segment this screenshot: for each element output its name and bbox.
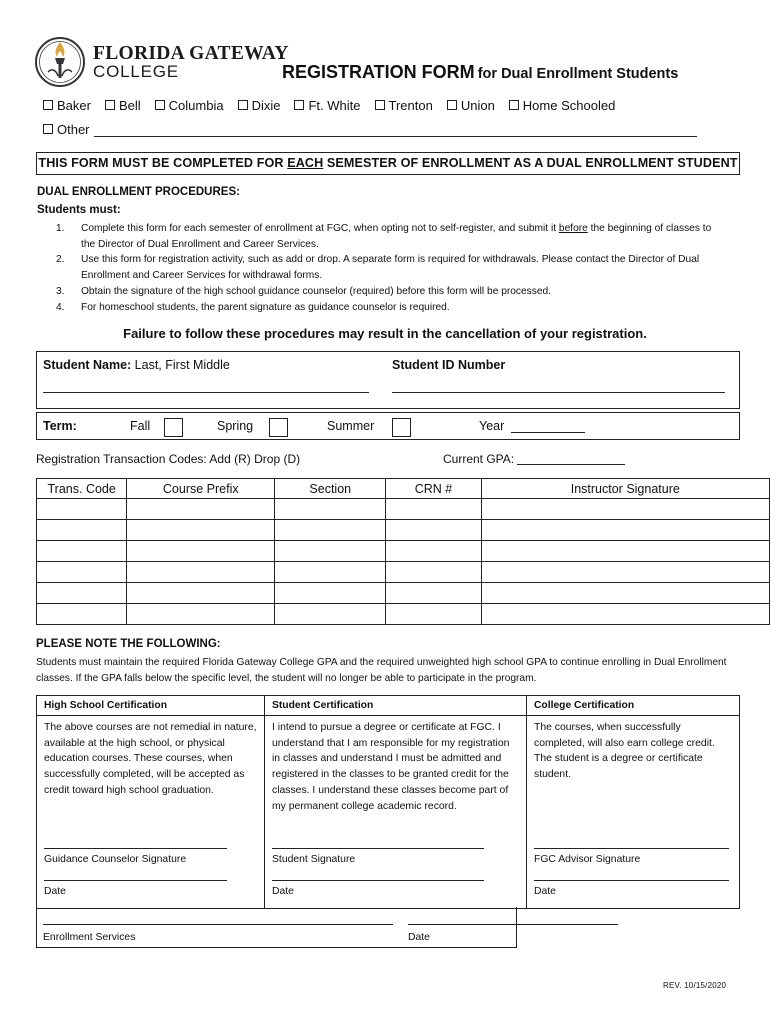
table-cell[interactable] xyxy=(481,562,769,583)
table-cell[interactable] xyxy=(275,604,386,625)
table-cell[interactable] xyxy=(127,541,275,562)
campus-label: Columbia xyxy=(168,98,224,113)
cert-title: High School Certification xyxy=(44,700,167,711)
high-school-certification xyxy=(37,696,265,908)
date-label: Date xyxy=(534,886,556,897)
checkbox-icon[interactable] xyxy=(105,100,115,110)
date-label: Date xyxy=(272,886,294,897)
checkbox-icon[interactable] xyxy=(43,100,53,110)
college-certification xyxy=(527,696,739,908)
campus-option[interactable] xyxy=(294,98,360,113)
list-text: For homeschool students, the parent signature as guidance counselor is required. xyxy=(81,301,450,313)
guidance-signature-field[interactable] xyxy=(44,848,227,849)
campus-label: Dixie xyxy=(251,98,281,113)
certifications-box xyxy=(36,695,740,909)
table-cell[interactable] xyxy=(37,520,127,541)
column-header: Course Prefix xyxy=(127,479,275,499)
term-summer-label: Summer xyxy=(327,419,375,433)
list-number: 1. xyxy=(56,223,65,234)
enrollment-signature-field[interactable] xyxy=(43,924,393,925)
checkbox-icon[interactable] xyxy=(447,100,457,110)
table-cell[interactable] xyxy=(275,562,386,583)
note-heading: PLEASE NOTE THE FOLLOWING: xyxy=(36,638,221,650)
summer-checkbox[interactable] xyxy=(392,418,411,437)
term-fall-label: Fall xyxy=(130,419,151,433)
date-label: Date xyxy=(44,886,66,897)
campus-other xyxy=(43,122,697,137)
cert-title: Student Certification xyxy=(272,700,374,711)
student-id-title: Student ID Number xyxy=(392,358,506,372)
list-text: Complete this form for each semester of enrollment at FGC, when opting not to self-register, and submit it xyxy=(81,223,559,234)
table-cell[interactable] xyxy=(37,499,127,520)
checkbox-icon[interactable] xyxy=(294,100,304,110)
table-cell[interactable] xyxy=(275,499,386,520)
table-row xyxy=(37,520,770,541)
note-text: Students must maintain the required Florida Gateway College GPA and the required unweighted high school GPA to continue enrolling in Dual Enrollment classes. If the GPA falls below the specific level, the student will no longer be able to participate in the program. xyxy=(36,657,727,684)
campus-option[interactable] xyxy=(155,98,224,113)
table-cell[interactable] xyxy=(481,541,769,562)
list-item xyxy=(56,252,726,283)
table-cell[interactable] xyxy=(386,583,481,604)
enrollment-label: Enrollment Services xyxy=(43,932,136,943)
current-gpa xyxy=(443,452,625,466)
table-cell[interactable] xyxy=(481,520,769,541)
form-title-main: REGISTRATION FORM xyxy=(282,62,475,82)
student-name-field[interactable] xyxy=(43,392,369,393)
spring-checkbox[interactable] xyxy=(269,418,288,437)
column-header: Instructor Signature xyxy=(481,479,769,499)
revision-date: REV. 10/15/2020 xyxy=(663,981,727,990)
list-item xyxy=(56,221,726,252)
student-name-title: Student Name: xyxy=(43,358,132,372)
checkbox-icon[interactable] xyxy=(238,100,248,110)
column-header: CRN # xyxy=(386,479,481,499)
list-text: Use this form for registration activity, such as add or drop. A separate form is required for withdrawals. Please contact the Director of Dual Enrollment and Career Services for withdrawal forms. xyxy=(81,254,700,282)
table-cell[interactable] xyxy=(127,499,275,520)
banner-text: THIS FORM MUST BE COMPLETED FOR xyxy=(38,156,288,170)
table-cell[interactable] xyxy=(386,499,481,520)
sig-label: Guidance Counselor Signature xyxy=(44,854,187,865)
campus-label: Baker xyxy=(57,98,91,113)
table-cell[interactable] xyxy=(37,604,127,625)
semester-banner xyxy=(36,152,740,175)
table-cell[interactable] xyxy=(481,499,769,520)
campus-label: Bell xyxy=(118,98,141,113)
campus-option[interactable] xyxy=(238,98,281,113)
checkbox-icon[interactable] xyxy=(375,100,385,110)
list-item xyxy=(56,284,726,300)
table-cell[interactable] xyxy=(127,562,275,583)
form-title xyxy=(282,62,678,83)
term-spring-label: Spring xyxy=(217,419,254,433)
procedures-subheading: Students must: xyxy=(37,204,121,216)
course-table xyxy=(36,478,770,625)
cert-body: The above courses are not remedial in nature, available at the high school, or physical education courses. These courses, when successfully completed, will be accepted as credit toward high school graduation. xyxy=(44,722,257,796)
checkbox-icon[interactable] xyxy=(509,100,519,110)
sig-label: FGC Advisor Signature xyxy=(534,854,641,865)
table-row xyxy=(37,562,770,583)
campus-label: Trenton xyxy=(388,98,433,113)
list-number: 2. xyxy=(56,254,65,266)
student-certification xyxy=(265,696,527,908)
column-header: Section xyxy=(275,479,386,499)
campus-options xyxy=(43,98,629,113)
student-date-field[interactable] xyxy=(272,880,484,881)
table-cell[interactable] xyxy=(386,541,481,562)
other-label: Other xyxy=(57,122,90,137)
table-cell[interactable] xyxy=(127,604,275,625)
course-table-body xyxy=(37,499,770,625)
campus-option[interactable] xyxy=(375,98,433,113)
campus-label: Home Schooled xyxy=(522,98,616,113)
cert-body: The courses, when successfully completed, will also earn college credit. The student is a degree or certificate student. xyxy=(534,722,715,781)
sig-label: Student Signature xyxy=(272,854,356,865)
table-row xyxy=(37,604,770,625)
student-id-field[interactable] xyxy=(392,392,725,393)
checkbox-icon[interactable] xyxy=(155,100,165,110)
campus-option[interactable] xyxy=(43,98,91,113)
term-box xyxy=(36,412,740,440)
checkbox-icon[interactable] xyxy=(43,124,53,134)
advisor-date-field[interactable] xyxy=(534,880,729,881)
cancellation-warning: Failure to follow these procedures may result in the cancellation of your registration. xyxy=(123,326,647,341)
term-label xyxy=(43,419,77,433)
procedures-heading: DUAL ENROLLMENT PROCEDURES: xyxy=(37,186,240,198)
campus-label: Union xyxy=(460,98,495,113)
table-cell[interactable] xyxy=(37,562,127,583)
table-cell[interactable] xyxy=(481,604,769,625)
student-id-label xyxy=(392,358,505,372)
list-text: Obtain the signature of the high school guidance counselor (required) before this form will be processed. xyxy=(81,285,552,297)
student-name-label xyxy=(43,358,230,372)
table-cell[interactable] xyxy=(386,562,481,583)
table-cell[interactable] xyxy=(386,520,481,541)
table-header-row xyxy=(37,479,770,499)
campus-option[interactable] xyxy=(509,98,616,113)
cert-body: I intend to pursue a degree or certificate at FGC. I understand that I am responsible for my registration in classes and understand I must be admitted and registered in the classes to be granted credit for the classes. I understand these classes become part of my permanent college academic record. xyxy=(272,722,510,812)
table-cell[interactable] xyxy=(37,583,127,604)
list-number: 4. xyxy=(56,301,65,313)
list-text: the beginning of classes to the Director of Dual Enrollment and Career Services. xyxy=(81,223,712,250)
campus-option[interactable] xyxy=(447,98,495,113)
gpa-label: Current GPA: xyxy=(443,452,518,466)
guidance-date-field[interactable] xyxy=(44,880,227,881)
student-info-box xyxy=(36,351,740,409)
procedures-list xyxy=(56,221,726,315)
campus-label: Ft. White xyxy=(308,98,361,113)
table-cell[interactable] xyxy=(127,583,275,604)
term-title: Term: xyxy=(43,419,77,433)
enrollment-date-field[interactable] xyxy=(408,924,618,925)
table-cell[interactable] xyxy=(37,541,127,562)
table-cell[interactable] xyxy=(386,604,481,625)
term-year-label: Year xyxy=(479,419,505,433)
student-name-hint: Last, First Middle xyxy=(131,358,230,372)
enrollment-date-label: Date xyxy=(408,932,430,943)
table-row xyxy=(37,499,770,520)
gpa-field[interactable] xyxy=(517,453,625,465)
year-field[interactable] xyxy=(511,432,585,433)
logo-text-line2: COLLEGE xyxy=(93,62,179,81)
campus-option[interactable] xyxy=(105,98,141,113)
banner-text: SEMESTER OF ENROLLMENT AS A DUAL ENROLLMENT STUDENT xyxy=(323,156,738,170)
list-emphasis: before xyxy=(558,223,588,234)
column-header: Trans. Code xyxy=(37,479,127,499)
college-logo-icon xyxy=(34,36,86,88)
cert-title: College Certification xyxy=(534,700,635,711)
student-signature-field[interactable] xyxy=(272,848,484,849)
table-cell[interactable] xyxy=(481,583,769,604)
form-title-sub: for Dual Enrollment Students xyxy=(477,66,679,82)
list-number: 3. xyxy=(56,285,65,297)
table-cell[interactable] xyxy=(127,520,275,541)
table-cell[interactable] xyxy=(275,583,386,604)
transaction-codes: Registration Transaction Codes: Add (R) Drop (D) xyxy=(36,452,301,466)
fall-checkbox[interactable] xyxy=(164,418,183,437)
table-cell[interactable] xyxy=(275,520,386,541)
logo-text-line1: FLORIDA GATEWAY xyxy=(93,43,289,64)
table-row xyxy=(37,583,770,604)
banner-emphasis: EACH xyxy=(287,156,324,170)
advisor-signature-field[interactable] xyxy=(534,848,729,849)
table-cell[interactable] xyxy=(275,541,386,562)
list-item xyxy=(56,300,726,316)
other-field[interactable] xyxy=(94,123,697,137)
table-row xyxy=(37,541,770,562)
